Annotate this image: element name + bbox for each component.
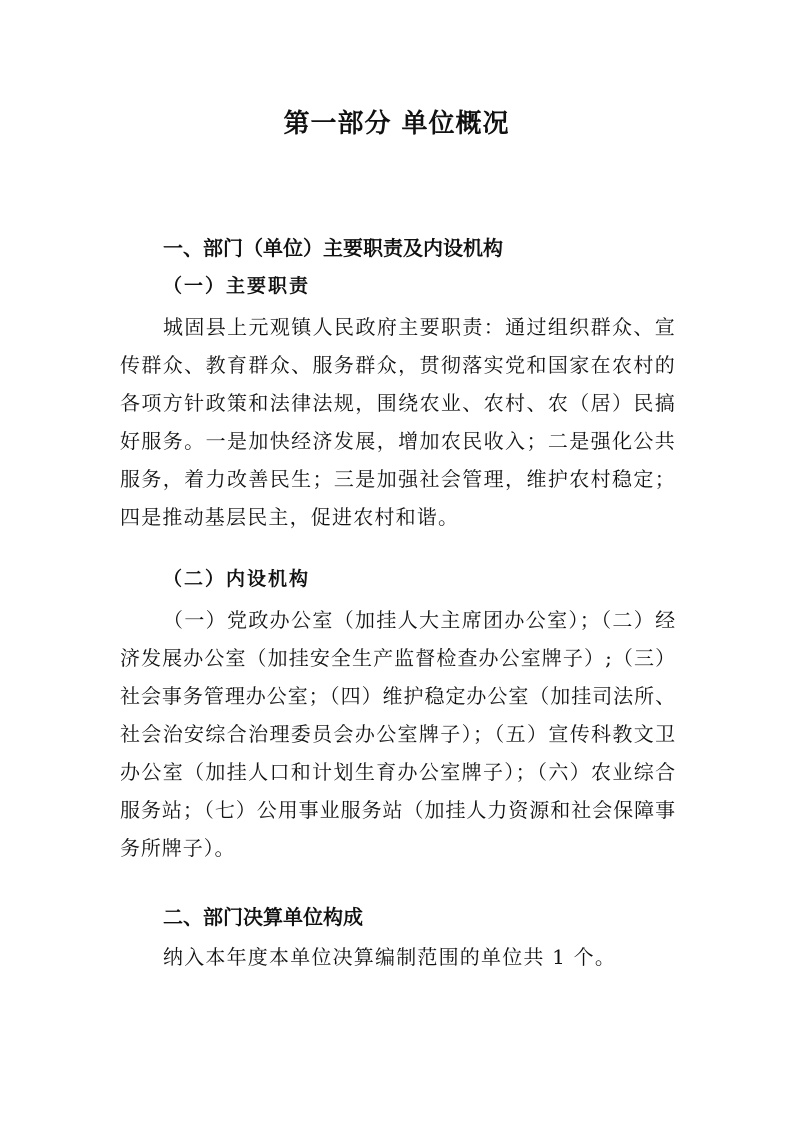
section-heading-responsibilities-and-structure: 一、部门（单位）主要职责及内设机构 xyxy=(163,236,503,260)
paragraph-main-duties: 城固县上元观镇人民政府主要职责：通过组织群众、宣传群众、教育群众、服务群众，贯彻落实党和国家在农村的各项方针政策和法律法规，围绕农业、农村、农（居）民搞好服务。一是加快经济发展，增加农民收入；二是强化公共服务，着力改善民生；三是加强社会管理，维护农村稳定；四是推动基层民主，促进农村和谐。 xyxy=(120,315,676,529)
paragraph-budget-units: 纳入本年度本单位决算编制范围的单位共 1 个。 xyxy=(163,945,617,969)
paragraph-internal-organs: （一）党政办公室（加挂人大主席团办公室）；（二）经济发展办公室（加挂安全生产监督检查办公室牌子）;（三）社会事务管理办公室；（四）维护稳定办公室（加挂司法所、社会治安综合治理委员会办公室牌子）；（五）宣传科教文卫办公室（加挂人口和计划生育办公室牌子）；（六）农业综合服务站；（七）公用事业服务站（加挂人力资源和社会保障事务所牌子）。 xyxy=(120,608,676,860)
section-heading-budget-units: 二、部门决算单位构成 xyxy=(163,905,363,929)
page-title: 第一部分 单位概况 xyxy=(283,109,510,139)
subsection-heading-internal-organs: （二）内设机构 xyxy=(163,568,311,590)
subsection-heading-main-duties: （一）主要职责 xyxy=(163,275,311,297)
